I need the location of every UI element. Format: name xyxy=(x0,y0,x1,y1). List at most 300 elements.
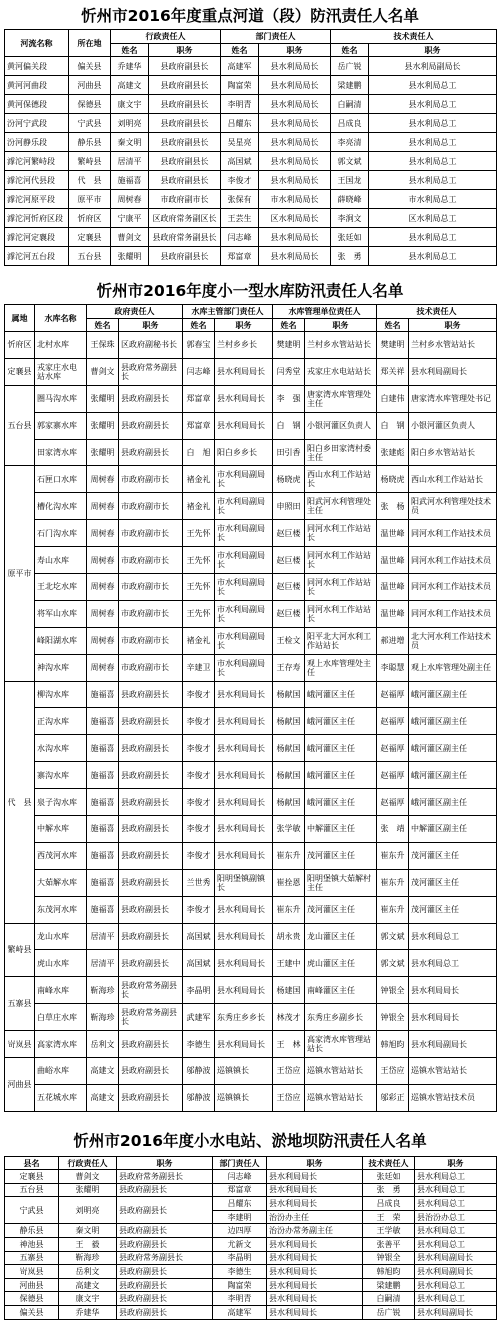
table-cell: 王 毅 xyxy=(59,1237,117,1251)
table-cell: 县政府副县长 xyxy=(119,681,183,708)
header-river: 河流名称 xyxy=(5,30,69,57)
county-cell: 五台县 xyxy=(5,1183,59,1197)
county-cell: 定襄县 xyxy=(5,1170,59,1184)
table-row xyxy=(5,520,497,547)
table-cell: 市水利局副局长 xyxy=(215,600,273,627)
table-cell: 忻府区 xyxy=(69,209,111,228)
table-row xyxy=(5,1058,497,1085)
table-row xyxy=(5,1170,497,1184)
county-cell: 静乐县 xyxy=(5,1224,59,1238)
table-cell: 赵巨楼 xyxy=(273,520,305,547)
table-cell: 张 勇 xyxy=(331,247,369,266)
table-cell: 县水利局局长 xyxy=(215,789,273,816)
table-cell: 钟银全 xyxy=(377,977,409,1004)
table-row xyxy=(5,385,497,412)
table-cell: 巡镇水管站站长 xyxy=(409,1058,497,1085)
table-row xyxy=(5,57,497,76)
table-cell: 高家湾水库管理站站长 xyxy=(305,1031,377,1058)
table-cell: 县政府副县长 xyxy=(119,923,183,950)
area-cell: 定襄县 xyxy=(5,358,35,385)
table-cell: 神沟水库 xyxy=(35,654,87,681)
area-cell: 河曲县 xyxy=(5,1058,35,1112)
table-cell: 高国斌 xyxy=(183,950,215,977)
table-cell: 县水利局局长 xyxy=(215,412,273,439)
table-row xyxy=(5,332,497,359)
table-cell: 高建军 xyxy=(213,1305,267,1319)
table-cell: 施福喜 xyxy=(87,816,119,843)
table-cell: 张 杨 xyxy=(377,493,409,520)
section-key-rivers xyxy=(4,3,496,266)
table-row xyxy=(5,76,497,95)
table-cell: 曹剑文 xyxy=(87,358,119,385)
header-name: 姓名 xyxy=(87,319,119,332)
table-cell: 东茂河水库 xyxy=(35,896,87,923)
table-cell: 褚金礼 xyxy=(183,493,215,520)
table-cell: 阳武河水利管理处主任 xyxy=(305,493,377,520)
header-county: 县名 xyxy=(5,1157,59,1170)
table-cell: 白嗣清 xyxy=(331,95,369,114)
header-tech: 技术责任人 xyxy=(331,30,497,44)
table-cell: 县水利局副局长 xyxy=(415,1251,497,1265)
table-row xyxy=(5,842,497,869)
table-cell: 五台县 xyxy=(69,247,111,266)
table-cell: 东秀庄乡副乡长 xyxy=(305,1004,377,1031)
table-cell: 靳海珍 xyxy=(59,1251,117,1265)
table-cell: 市水利局总工 xyxy=(369,190,497,209)
table-cell: 高家湾水库 xyxy=(35,1031,87,1058)
table-cell: 李德生 xyxy=(213,1265,267,1279)
table-cell: 县水利局局长 xyxy=(259,76,331,95)
table-cell: 乔建华 xyxy=(111,57,149,76)
area-cell: 忻府区 xyxy=(5,332,35,359)
table-cell: 县政府副县长 xyxy=(149,171,221,190)
table-cell: 县政府副县长 xyxy=(119,1058,183,1085)
table-cell: 小银河灌区负责人 xyxy=(305,412,377,439)
table-cell: 兰村乡乡长 xyxy=(215,332,273,359)
table-cell: 温世峰 xyxy=(377,520,409,547)
table-cell: 县水利局局长 xyxy=(259,57,331,76)
table-row xyxy=(5,152,497,171)
table-cell: 县水利局总工 xyxy=(369,171,497,190)
table-cell: 区政府常务副区长 xyxy=(149,209,221,228)
table-cell: 区水利局总工 xyxy=(369,209,497,228)
table-cell: 市水利局副局长 xyxy=(215,574,273,601)
table-cell: 李俊才 xyxy=(183,762,215,789)
table-cell: 李德生 xyxy=(183,1031,215,1058)
table-cell: 峨河灌区副主任 xyxy=(409,762,497,789)
table-row xyxy=(5,816,497,843)
table-cell: 县水利局总工 xyxy=(415,1224,497,1238)
title-small-reservoirs: 忻州市2016年度小一型水库防汛责任人名单 xyxy=(96,282,404,300)
table-cell: 县水利局局长 xyxy=(259,228,331,247)
table-cell: 赵福厚 xyxy=(377,735,409,762)
table-cell: 县水利局总工 xyxy=(415,1292,497,1306)
table-cell: 岳广锐 xyxy=(363,1305,415,1319)
table-cell: 杨晓虎 xyxy=(273,466,305,493)
table-cell: 县水利局局长 xyxy=(409,1004,497,1031)
table-cell: 邬静波 xyxy=(183,1084,215,1111)
table-row xyxy=(5,896,497,923)
table-cell: 李俊才 xyxy=(183,896,215,923)
table-cell: 王学敏 xyxy=(363,1224,415,1238)
table-cell: 同河水利工作站技术员 xyxy=(409,600,497,627)
table-cell: 唐家湾水库管理处主任 xyxy=(305,385,377,412)
table-cell: 滹沱河代县段 xyxy=(5,171,69,190)
table-row xyxy=(5,412,497,439)
table-row xyxy=(5,1265,497,1279)
section-small-reservoirs xyxy=(4,278,496,1112)
county-cell: 河曲县 xyxy=(5,1278,59,1292)
header-row xyxy=(5,30,497,44)
table-cell: 县政府常务副县长 xyxy=(117,1251,213,1265)
table-cell: 县政府副县长 xyxy=(117,1278,213,1292)
table-cell: 市水利局副局长 xyxy=(215,547,273,574)
table-cell: 兰村乡水管站站长 xyxy=(305,332,377,359)
header-row xyxy=(5,1157,497,1170)
table-cell: 边四厚 xyxy=(213,1224,267,1238)
table-cell: 王岱应 xyxy=(273,1058,305,1085)
table-cell: 李涧文 xyxy=(331,209,369,228)
table-cell: 虎山水库 xyxy=(35,950,87,977)
table-cell: 杨献国 xyxy=(273,681,305,708)
table-cell: 李俊才 xyxy=(183,789,215,816)
table-hydropower-dams xyxy=(4,1156,497,1320)
table-cell: 圈马沟水库 xyxy=(35,385,87,412)
table-cell: 县水利局副局长 xyxy=(415,1305,497,1319)
table-cell: 曹剑文 xyxy=(59,1170,117,1184)
table-row xyxy=(5,735,497,762)
header-duty: 职务 xyxy=(119,319,183,332)
table-cell: 高建文 xyxy=(59,1278,117,1292)
table-cell: 巡镇水管站站长 xyxy=(305,1058,377,1085)
table-cell: 张廷如 xyxy=(363,1170,415,1184)
table-cell: 吕成良 xyxy=(363,1197,415,1211)
table-cell: 薛晓峰 xyxy=(331,190,369,209)
table-cell: 滹沱河繁峙段 xyxy=(5,152,69,171)
header-area: 属地 xyxy=(5,305,35,332)
table-cell: 王检文 xyxy=(273,627,305,654)
table-cell: 茂河灌区主任 xyxy=(305,896,377,923)
table-cell: 王岱应 xyxy=(377,1058,409,1085)
header-duty: 职务 xyxy=(267,1157,363,1170)
table-cell: 同河水利工作站站长 xyxy=(305,547,377,574)
header-name: 姓名 xyxy=(273,319,305,332)
table-cell: 县水利局局长 xyxy=(215,950,273,977)
table-cell: 周树春 xyxy=(111,190,149,209)
table-row xyxy=(5,466,497,493)
table-cell: 戎家庄水电站水库 xyxy=(35,358,87,385)
table-cell: 市政府副市长 xyxy=(149,190,221,209)
county-cell: 五寨县 xyxy=(5,1251,59,1265)
table-cell: 县水利局局长 xyxy=(215,1031,273,1058)
table-cell: 保德县 xyxy=(69,95,111,114)
area-cell: 五台县 xyxy=(5,385,35,466)
table-cell: 靳海珍 xyxy=(87,1004,119,1031)
table-cell: 白 旭 xyxy=(183,439,215,466)
table-cell: 县水利局局长 xyxy=(267,1251,363,1265)
table-cell: 县水利局总工 xyxy=(369,76,497,95)
table-cell: 县水利局局长 xyxy=(215,816,273,843)
table-cell: 巡镇镇长 xyxy=(215,1058,273,1085)
table-cell: 郭文斌 xyxy=(377,923,409,950)
table-cell: 县政府副县长 xyxy=(149,76,221,95)
table-row xyxy=(5,1004,497,1031)
table-cell: 张 勇 xyxy=(363,1183,415,1197)
table-cell: 寨沟水库 xyxy=(35,762,87,789)
table-row xyxy=(5,190,497,209)
table-row xyxy=(5,681,497,708)
table-cell: 县水利局局长 xyxy=(267,1170,363,1184)
table-cell: 黄河河曲段 xyxy=(5,76,69,95)
header-admin: 行政责任人 xyxy=(111,30,221,44)
header-name: 姓名 xyxy=(331,44,369,57)
table-cell: 峰阳湖水库 xyxy=(35,627,87,654)
header-place: 所在地 xyxy=(69,30,111,57)
table-row xyxy=(5,1278,497,1292)
header-duty: 职务 xyxy=(369,44,497,57)
table-cell: 秦文明 xyxy=(59,1224,117,1238)
table-cell: 繁峙县 xyxy=(69,152,111,171)
table-cell: 县政府副县长 xyxy=(119,842,183,869)
table-cell: 康文宇 xyxy=(111,95,149,114)
table-cell: 县政府副县长 xyxy=(117,1237,213,1251)
table-cell: 王 荣 xyxy=(363,1210,415,1224)
table-cell: 县水利局局长 xyxy=(215,842,273,869)
table-cell: 县水利局局长 xyxy=(267,1237,363,1251)
table-row xyxy=(5,247,497,266)
table-cell: 崔东升 xyxy=(377,842,409,869)
table-cell: 市水利局副局长 xyxy=(215,627,273,654)
table-cell: 县水利局局长 xyxy=(215,385,273,412)
table-cell: 县政府副县长 xyxy=(117,1183,213,1197)
table-cell: 滹沱河五台段 xyxy=(5,247,69,266)
table-cell: 县水利局局长 xyxy=(215,681,273,708)
table-cell: 张 靖 xyxy=(377,816,409,843)
table-row xyxy=(5,708,497,735)
table-cell: 郭文斌 xyxy=(331,152,369,171)
table-cell: 县政府常务副县长 xyxy=(119,358,183,385)
table-cell: 岳广锐 xyxy=(331,57,369,76)
table-cell: 县水利局局长 xyxy=(267,1292,363,1306)
table-row xyxy=(5,762,497,789)
table-cell: 邬彩正 xyxy=(377,1084,409,1111)
table-cell: 施福喜 xyxy=(87,842,119,869)
table-cell: 滹沱河原平段 xyxy=(5,190,69,209)
header-duty: 职务 xyxy=(409,319,497,332)
table-cell: 施福喜 xyxy=(87,896,119,923)
table-cell: 水沟水库 xyxy=(35,735,87,762)
area-cell: 岢岚县 xyxy=(5,1031,35,1058)
table-key-rivers xyxy=(4,29,497,266)
table-cell: 杨献国 xyxy=(273,735,305,762)
table-cell: 市水利局副局长 xyxy=(215,466,273,493)
table-cell: 王先怀 xyxy=(183,547,215,574)
table-cell: 县政府副县长 xyxy=(149,57,221,76)
table-cell: 观上水库管理处副主任 xyxy=(409,654,497,681)
table-cell: 县水利局局长 xyxy=(259,95,331,114)
header-duty: 职务 xyxy=(259,44,331,57)
table-cell: 北大河水利工作站技术员 xyxy=(409,627,497,654)
table-row xyxy=(5,654,497,681)
table-row xyxy=(5,209,497,228)
table-cell: 县水利局局长 xyxy=(215,923,273,950)
table-cell: 武建军 xyxy=(183,1004,215,1031)
table-cell: 梁建鹏 xyxy=(331,76,369,95)
table-cell: 钟银全 xyxy=(363,1251,415,1265)
table-cell: 市政府副市长 xyxy=(119,654,183,681)
table-cell: 秦文明 xyxy=(111,133,149,152)
table-cell: 闫志峰 xyxy=(183,358,215,385)
table-cell: 县水利局总工 xyxy=(369,247,497,266)
table-row xyxy=(5,923,497,950)
table-cell: 崔拴恩 xyxy=(273,869,305,896)
table-cell: 兰村乡水管站站长 xyxy=(409,332,497,359)
table-cell: 曲峪水库 xyxy=(35,1058,87,1085)
table-cell: 阳白乡乡长 xyxy=(215,439,273,466)
table-cell: 阳武河水利管理处技术员 xyxy=(409,493,497,520)
table-cell: 峨河灌区副主任 xyxy=(409,708,497,735)
table-cell: 陶富荣 xyxy=(213,1278,267,1292)
table-cell: 静乐县 xyxy=(69,133,111,152)
area-cell: 代 县 xyxy=(5,681,35,923)
table-cell: 杨献国 xyxy=(273,762,305,789)
table-cell: 白嗣清 xyxy=(363,1292,415,1306)
table-cell: 石门沟水库 xyxy=(35,520,87,547)
table-cell: 张保有 xyxy=(221,190,259,209)
table-cell: 申照田 xyxy=(273,493,305,520)
table-cell: 杨建国 xyxy=(273,977,305,1004)
table-cell: 滹沱河定襄段 xyxy=(5,228,69,247)
table-cell: 张建彪 xyxy=(377,439,409,466)
table-cell: 观上水库管理处主任 xyxy=(305,654,377,681)
table-cell: 邬静波 xyxy=(183,1058,215,1085)
table-cell: 张耀明 xyxy=(87,412,119,439)
header-name: 姓名 xyxy=(377,319,409,332)
table-cell: 巡镇水管站站长 xyxy=(305,1084,377,1111)
table-cell: 田家湾水库 xyxy=(35,439,87,466)
table-cell: 峨河灌区主任 xyxy=(305,735,377,762)
header-duty: 职务 xyxy=(117,1157,213,1170)
table-cell: 龙山水库 xyxy=(35,923,87,950)
table-cell: 张学敏 xyxy=(273,816,305,843)
table-cell: 施福喜 xyxy=(87,869,119,896)
table-cell: 县水利局局长 xyxy=(267,1197,363,1211)
table-cell: 县水利局副局长 xyxy=(409,1031,497,1058)
table-cell: 褚金礼 xyxy=(183,466,215,493)
table-cell: 王先怀 xyxy=(183,600,215,627)
table-cell: 市政府副市长 xyxy=(119,600,183,627)
table-cell: 同河水利工作站站长 xyxy=(305,574,377,601)
table-row xyxy=(5,950,497,977)
county-cell: 保德县 xyxy=(5,1292,59,1306)
table-cell: 县政府副县长 xyxy=(117,1224,213,1238)
table-cell: 县政府副县长 xyxy=(117,1197,213,1224)
header-gov: 政府责任人 xyxy=(87,305,183,319)
table-cell: 县水利局局长 xyxy=(267,1278,363,1292)
county-cell: 神池县 xyxy=(5,1237,59,1251)
table-cell: 周树春 xyxy=(87,466,119,493)
table-cell: 王先怀 xyxy=(183,520,215,547)
table-cell: 县水利局总工 xyxy=(415,1197,497,1211)
table-cell: 同河水利工作站站长 xyxy=(305,600,377,627)
table-cell: 县政府副县长 xyxy=(119,1031,183,1058)
table-cell: 郝进增 xyxy=(377,627,409,654)
table-cell: 郑富章 xyxy=(183,385,215,412)
table-row xyxy=(5,600,497,627)
header-row xyxy=(5,305,497,319)
table-cell: 唐家湾水库管理处书记 xyxy=(409,385,497,412)
header-reservoir: 水库名称 xyxy=(35,305,87,332)
table-cell: 闫志峰 xyxy=(213,1170,267,1184)
table-cell: 王建中 xyxy=(273,950,305,977)
table-cell: 郭春宝 xyxy=(183,332,215,359)
table-cell: 白 钢 xyxy=(273,412,305,439)
area-cell: 繁峙县 xyxy=(5,923,35,977)
table-cell: 县政府副县长 xyxy=(149,247,221,266)
table-row xyxy=(5,1292,497,1306)
table-cell: 郑富章 xyxy=(213,1183,267,1197)
table-cell: 县政府副县长 xyxy=(119,816,183,843)
table-cell: 县水利局局长 xyxy=(267,1183,363,1197)
table-cell: 王存寿 xyxy=(273,654,305,681)
header-duty: 职务 xyxy=(305,319,377,332)
table-cell: 刘明亮 xyxy=(59,1197,117,1224)
table-cell: 正沟水库 xyxy=(35,708,87,735)
table-cell: 县政府常务副县长 xyxy=(119,1004,183,1031)
table-cell: 阳明堡镇大茹解村主任 xyxy=(305,869,377,896)
table-small-reservoirs xyxy=(4,304,497,1112)
table-cell: 高建文 xyxy=(111,76,149,95)
table-cell: 茂河灌区主任 xyxy=(409,869,497,896)
table-cell: 周树春 xyxy=(87,547,119,574)
table-cell: 李俊才 xyxy=(183,681,215,708)
table-cell: 县水利局局长 xyxy=(259,247,331,266)
table-cell: 岳利文 xyxy=(87,1031,119,1058)
table-cell: 戎家庄水电站站长 xyxy=(305,358,377,385)
table-cell: 周树春 xyxy=(87,654,119,681)
table-cell: 樊建明 xyxy=(377,332,409,359)
table-cell: 县政府副县长 xyxy=(117,1305,213,1319)
table-cell: 褚金礼 xyxy=(183,627,215,654)
table-cell: 县政府常务副县长 xyxy=(149,228,221,247)
table-cell: 曹剑文 xyxy=(111,228,149,247)
table-cell: 乔建华 xyxy=(59,1305,117,1319)
table-cell: 县政府副县长 xyxy=(149,133,221,152)
table-row xyxy=(5,1197,497,1211)
table-row xyxy=(5,1305,497,1319)
table-cell: 赵巨楼 xyxy=(273,600,305,627)
table-cell: 同河水利工作站技术员 xyxy=(409,520,497,547)
table-cell: 赵巨楼 xyxy=(273,547,305,574)
table-row xyxy=(5,574,497,601)
header-mgmt: 水库管理单位责任人 xyxy=(273,305,377,319)
table-cell: 胡永贵 xyxy=(273,923,305,950)
table-cell: 施福喜 xyxy=(87,735,119,762)
table-cell: 巡镇镇长 xyxy=(215,1084,273,1111)
table-cell: 田引香 xyxy=(273,439,305,466)
table-cell: 王北圪水库 xyxy=(35,574,87,601)
table-cell: 县政府常务副县长 xyxy=(119,977,183,1004)
table-cell: 中解灌区主任 xyxy=(305,816,377,843)
table-cell: 王 林 xyxy=(273,1031,305,1058)
table-cell: 李晶明 xyxy=(183,977,215,1004)
table-cell: 王保珠 xyxy=(87,332,119,359)
table-cell: 王芸生 xyxy=(221,209,259,228)
table-row xyxy=(5,439,497,466)
table-cell: 市水利局副局长 xyxy=(215,520,273,547)
table-cell: 李俊才 xyxy=(221,171,259,190)
table-cell: 高建文 xyxy=(87,1058,119,1085)
